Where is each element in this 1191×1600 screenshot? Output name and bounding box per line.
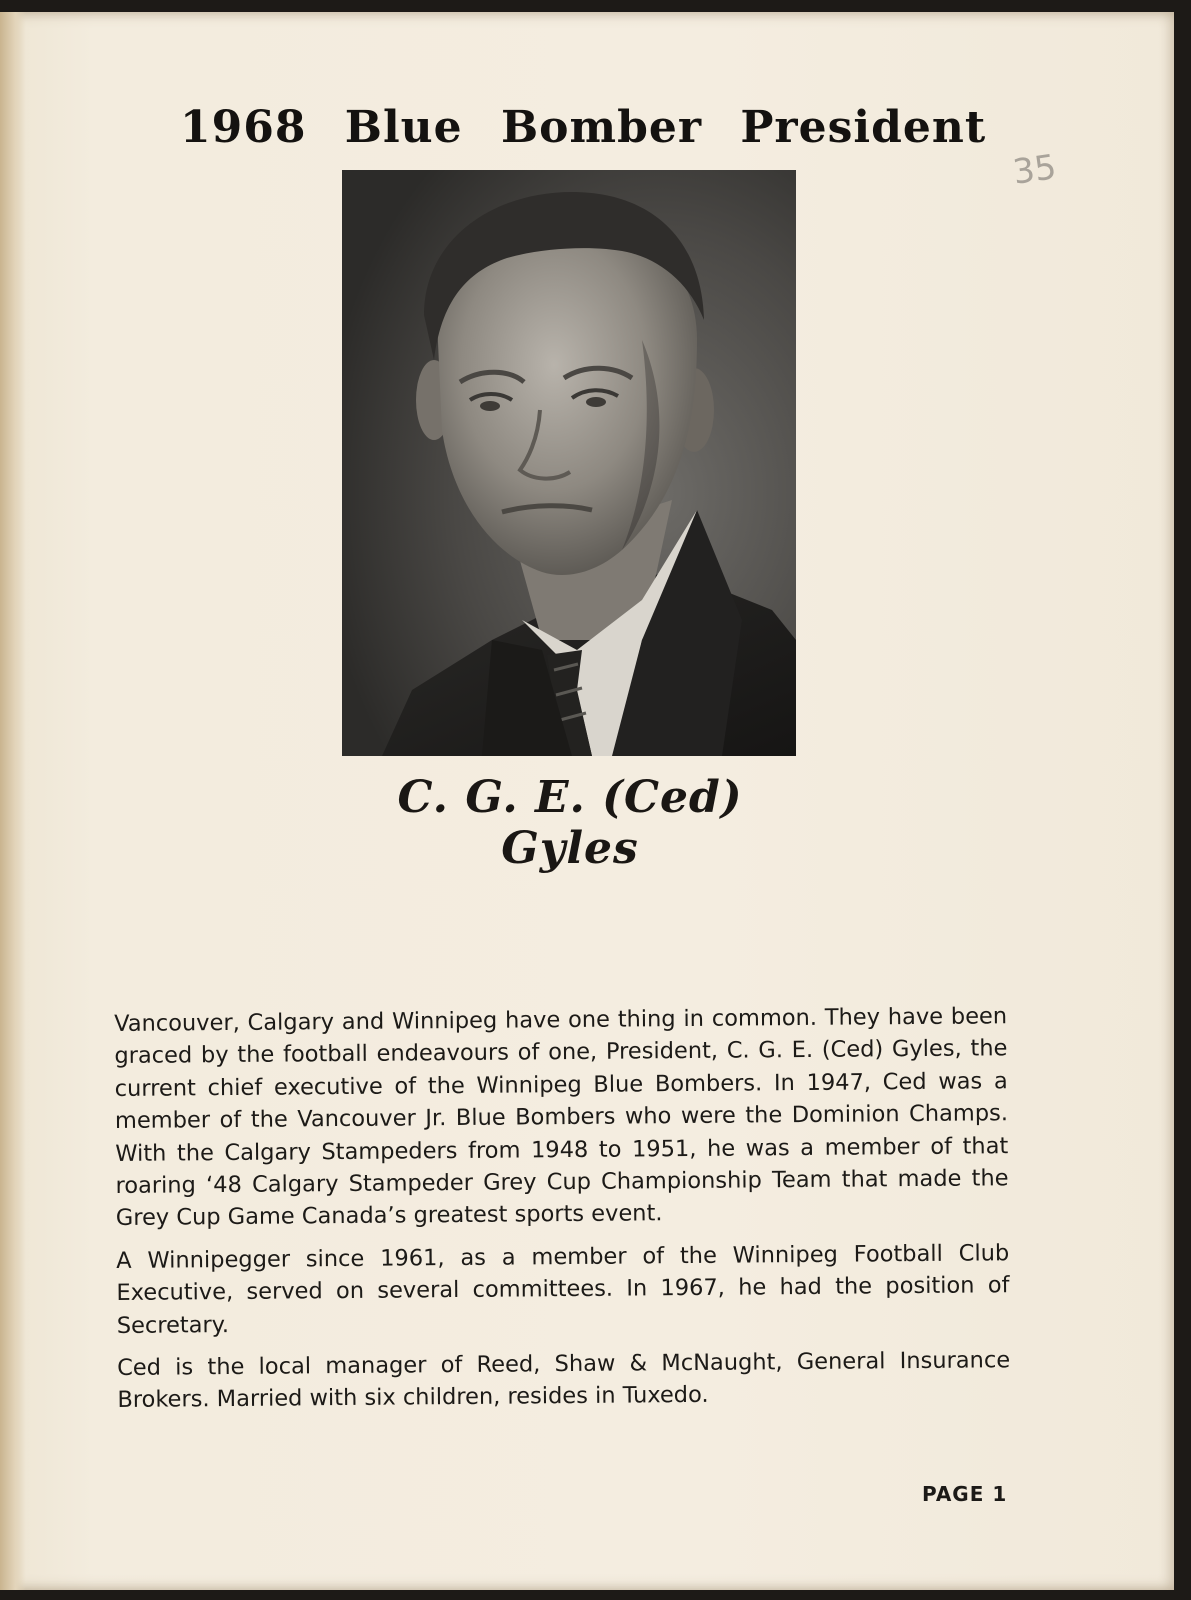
biography-text (114, 1000, 1011, 1427)
bio-paragraph: Vancouver, Calgary and Winnipeg have one thing in common. They have been graced by the football endeavours of one, President, C. G. E. (Ced) Gyles, the current chief executive of the Winnipeg Blue Bombers. In 1947, Ced was a member of the Vancouver Jr. Blue Bombers who were the Dominion Champs. With the Calgary Stampeders from 1948 to 1951, he was a member of that roaring ‘48 Calgary Stampeder Grey Cup Championship Team that made the Grey Cup Game Canada’s greatest sports event. (114, 1003, 1009, 1232)
portrait-illustration (342, 170, 796, 756)
page-headline: 1968 Blue Bomber President (180, 102, 987, 153)
page-number: PAGE 1 (922, 1482, 1008, 1506)
handwritten-price: 35 (1010, 147, 1059, 193)
bio-paragraph: A Winnipegger since 1961, as a member of the Winnipeg Football Club Executive, served on several committees. In 1967, he had the position of Secretary. (116, 1240, 1010, 1339)
page-spine-shadow (0, 12, 26, 1590)
president-portrait-photo (342, 170, 796, 756)
program-page (0, 12, 1174, 1590)
portrait-caption: C. G. E. (Ced) Gyles (397, 772, 743, 874)
bio-paragraph: Ced is the local manager of Reed, Shaw & McNaught, General Insurance Brokers. Married with six children, resides in Tuxedo. (117, 1347, 1011, 1414)
